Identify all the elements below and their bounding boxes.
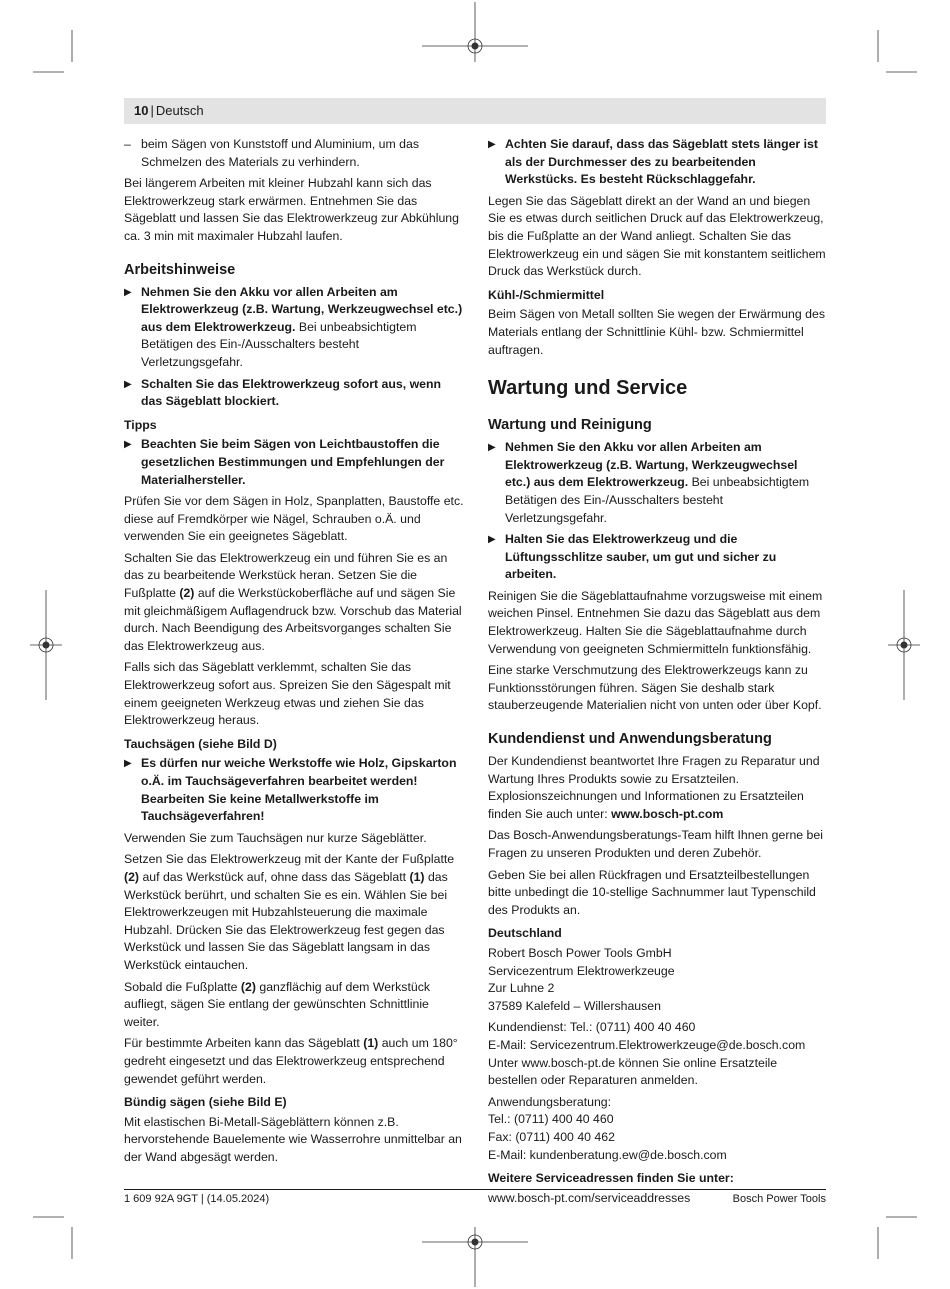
heading-deutschland: Deutschland xyxy=(488,926,562,941)
heading-arbeitshinweise: Arbeitshinweise xyxy=(124,261,236,278)
address-block xyxy=(488,945,826,1164)
triangle-bullet-icon: ▶ xyxy=(124,378,132,390)
ref-1: (1) xyxy=(363,1036,379,1051)
paragraph-falls: Falls sich das Sägeblatt verklemmt, schalten Sie das Elektrowerkzeug sofort aus. Spreizen Sie den Sägespalt mit einem geeigneten Werkzeug etwas und ziehen Sie das Elektrowerkzeug heraus. xyxy=(124,660,451,728)
paragraph-kuehl: Beim Sägen von Metall sollten Sie wegen der Erwärmung des Materials entlang der Schnittlinie Kühl- bzw. Schmiermittel auftragen. xyxy=(488,307,825,357)
anwendungsberatung-tel: Tel.: (0711) 400 40 460 xyxy=(488,1112,614,1127)
heading-wartung-service: Wartung und Service xyxy=(488,377,688,400)
text: ganzflächig auf dem Werkstück aufliegt, sägen Sie entlang der gewünschten Schnittlinie weiter. xyxy=(124,979,430,1029)
text: auch um 180° gedreht eingesetzt und das Elektrowerkzeug entsprechend gewendet geführt werden. xyxy=(124,1036,458,1086)
dash-marker: – xyxy=(124,137,131,151)
triangle-bullet-icon: ▶ xyxy=(488,139,496,150)
address-line: Robert Bosch Power Tools GmbH xyxy=(488,945,672,960)
heading-kundendienst: Kundendienst und Anwendungsberatung xyxy=(488,731,772,748)
paragraph-pruefen: Prüfen Sie vor dem Sägen in Holz, Spanplatten, Baustoffe etc. diese auf Fremdkörper wie Nägel, Schrauben o.Ä. und verwenden Sie ein geeignetes Sägeblatt. xyxy=(124,494,464,544)
paragraph-kundendienst xyxy=(488,753,826,823)
heading-weitere: Weitere Serviceadressen finden Sie unter: xyxy=(488,1171,734,1186)
address-line: Servicezentrum Elektrowerkzeuge xyxy=(488,963,675,978)
address-line: Zur Luhne 2 xyxy=(488,981,555,996)
paragraph-geben: Geben Sie bei allen Rückfragen und Ersatzteilbestellungen bitte unbedingt die 10-stellige Sachnummer laut Typenschild des Produkts an. xyxy=(488,867,816,917)
warning-tauch-text: Es dürfen nur weiche Werkstoffe wie Holz, Gipskarton o.Ä. im Tauchsägeverfahren bearbeitet werden! Bearbeiten Sie keine Metallwerkstoffe im Tauchsägeverfahren! xyxy=(141,756,457,824)
dash-item-text: beim Sägen von Kunststoff und Aluminium, um das Schmelzen des Materials zu verhindern. xyxy=(141,137,419,169)
warning-akku-wartung-rest: Bei unbeabsichtigtem Betätigen des Ein-/Ausschalters besteht Verletzungsgefahr. xyxy=(505,475,810,525)
dash-item xyxy=(124,136,464,171)
right-column xyxy=(488,136,826,1211)
ref-1: (1) xyxy=(409,869,425,884)
ref-2: (2) xyxy=(240,979,256,994)
triangle-bullet-icon: ▶ xyxy=(124,439,132,451)
warning-blockiert xyxy=(124,376,464,411)
paragraph-setzen xyxy=(124,851,464,974)
paragraph-schalten xyxy=(124,550,464,656)
anwendungsberatung-fax: Fax: (0711) 400 40 462 xyxy=(488,1129,615,1144)
text: auf die Werkstückoberfläche auf und sägen Sie mit gleichmäßigem Auflagendruck bzw. Vorschub das Material durch. Nach Beendigung des Arbeitsvorganges schalten Sie das Elektrowerkzeug aus. xyxy=(124,586,462,653)
paragraph-verschmutzung: Eine starke Verschmutzung des Elektrowerkzeugs kann zu Funktionsstörungen führen. Sägen Sie deshalb stark stauberzeugende Materialien nicht von unten oder über Kopf. xyxy=(488,663,822,713)
text: Schalten Sie das Elektrowerkzeug ein und führen Sie es an das zu bearbeitende Werkstück heran. Setzen Sie die Fußplatte xyxy=(124,550,448,601)
heading-wartung-reinigung: Wartung und Reinigung xyxy=(488,417,652,434)
paragraph-hubzahl: Bei längerem Arbeiten mit kleiner Hubzahl kann sich das Elektrowerkzeug stark erwärmen. Entnehmen Sie das Sägeblatt und lassen Sie das Elektrowerkzeug zur Abkühlung ca. 3 min mit maximaler Hubzahl laufen. xyxy=(124,176,459,243)
heading-buendig: Bündig sägen (siehe Bild E) xyxy=(124,1095,287,1110)
warning-akku-wartung xyxy=(488,439,826,527)
bosch-url-link[interactable]: www.bosch-pt.com xyxy=(611,806,724,821)
footer-doc-id: 1 609 92A 9GT | (14.05.2024) xyxy=(124,1193,270,1205)
text: das Werkstück berührt, und schalten Sie es ein. Wählen Sie bei Elektrowerkzeugen mit Hubzahlsteuerung die maximale Hubzahl. Drücken Sie das Elektrowerkzeug fest gegen das Werkstück und lassen Sie das Sägeblatt langsam in das Werkstück eintauchen. xyxy=(124,869,448,972)
anwendungsberatung-label: Anwendungsberatung: xyxy=(488,1094,612,1109)
warning-leichtbau-text: Beachten Sie beim Sägen von Leichtbaustoffen die gesetzlichen Bestimmungen und Empfehlungen der Materialhersteller. xyxy=(141,437,445,487)
heading-kuehl: Kühl-/Schmiermittel xyxy=(488,287,605,302)
paragraph-elastisch: Mit elastischen Bi-Metall-Sägeblättern können z.B. hervorstehende Bauelemente wie Wasserrohre unmittelbar an der Wand abgesägt werden. xyxy=(124,1114,462,1164)
text: auf das Werkstück auf, ohne dass das Sägeblatt xyxy=(139,869,410,884)
anwendungsberatung-email[interactable]: E-Mail: kundenberatung.ew@de.bosch.com xyxy=(488,1147,727,1162)
paragraph-bestimmte xyxy=(124,1035,464,1088)
warning-laenger xyxy=(488,136,826,189)
warning-blockiert-text: Schalten Sie das Elektrowerkzeug sofort aus, wenn das Sägeblatt blockiert. xyxy=(141,376,441,409)
warning-sauber-text: Halten Sie das Elektrowerkzeug und die Lüftungsschlitze sauber, um gut und sicher zu arbeiten. xyxy=(505,532,777,582)
footer-divider xyxy=(124,1189,826,1190)
ref-2: (2) xyxy=(124,869,140,884)
warning-akku-bold: Nehmen Sie den Akku vor allen Arbeiten am Elektrowerkzeug (z.B. Wartung, Werkzeugwechsel etc.) aus dem Elektrowerkzeug. xyxy=(141,284,463,334)
page-number: 10 xyxy=(134,103,149,118)
paragraph-kurze: Verwenden Sie zum Tauchsägen nur kurze Sägeblätter. xyxy=(124,830,427,845)
triangle-bullet-icon: ▶ xyxy=(124,286,132,298)
left-column xyxy=(124,136,464,1170)
kundendienst-email[interactable]: E-Mail: Servicezentrum.Elektrowerkzeuge@de.bosch.com xyxy=(488,1037,806,1052)
paragraph-team: Das Bosch-Anwendungsberatungs-Team hilft Ihnen gerne bei Fragen zu unseren Produkten und deren Zubehör. xyxy=(488,828,823,860)
address-line: 37589 Kalefeld – Willershausen xyxy=(488,998,661,1013)
warning-akku-rest: Bei unbeabsichtigtem Betätigen des Ein-/Ausschalters besteht Verletzungsgefahr. xyxy=(141,319,417,369)
heading-tipps: Tipps xyxy=(124,417,157,432)
triangle-bullet-icon: ▶ xyxy=(124,758,132,770)
warning-akku xyxy=(124,284,464,372)
ref-2: (2) xyxy=(179,586,195,601)
triangle-bullet-icon: ▶ xyxy=(488,442,496,454)
text: Setzen Sie das Elektrowerkzeug mit der Kante der Fußplatte xyxy=(124,852,455,867)
kundendienst-tel: Kundendienst: Tel.: (0711) 400 40 460 xyxy=(488,1020,696,1035)
text: Der Kundendienst beantwortet Ihre Fragen zu Reparatur und Wartung Ihres Produkts sowie zu Ersatzteilen. Explosionszeichnungen und Informationen zu Ersatzteilen finden Sie auch unter: xyxy=(488,754,820,821)
warning-leichtbau xyxy=(124,436,464,489)
paragraph-reinigen: Reinigen Sie die Sägeblattaufnahme vorzugsweise mit einem weichen Pinsel. Entnehmen Sie dazu das Sägeblatt aus dem Elektrowerkzeug. Halten Sie die Sägeblattaufnahme durch Verwendung von geeigneten Schmiermitteln funktionsfähig. xyxy=(488,588,823,656)
warning-sauber xyxy=(488,531,826,584)
paragraph-legen: Legen Sie das Sägeblatt direkt an der Wand an und biegen Sie es etwas durch seitlichen Druck auf das Elektrowerkzeug, bis die Fußplatte an der Wand anliegt. Schalten Sie das Elektrowerkzeug ein und sägen Sie mit konstantem seitlichem Druck das Werkstück durch. xyxy=(488,193,826,279)
footer-brand: Bosch Power Tools xyxy=(732,1193,826,1205)
warning-akku-wartung-bold: Nehmen Sie den Akku vor allen Arbeiten am Elektrowerkzeug (z.B. Wartung, Werkzeugwechsel etc.) aus dem Elektrowerkzeug. xyxy=(505,440,798,490)
heading-tauchsaegen: Tauchsägen (siehe Bild D) xyxy=(124,736,277,751)
page-header xyxy=(124,98,826,124)
header-language: Deutsch xyxy=(155,103,204,118)
service-addresses-link[interactable]: www.bosch-pt.com/serviceaddresses xyxy=(488,1190,691,1205)
triangle-bullet-icon: ▶ xyxy=(488,534,496,546)
header-separator: | xyxy=(150,103,154,118)
text: Sobald die Fußplatte xyxy=(124,979,241,994)
paragraph-online: Unter www.bosch-pt.de können Sie online Ersatzteile bestellen oder Reparaturen anmelden. xyxy=(488,1055,778,1088)
text: Für bestimmte Arbeiten kann das Sägeblatt xyxy=(124,1036,364,1051)
warning-tauch xyxy=(124,755,464,825)
warning-laenger-text: Achten Sie darauf, dass das Sägeblatt stets länger ist als der Durchmesser des zu bearbeitenden Werkstücks. Es besteht Rückschlaggefahr. xyxy=(505,137,818,187)
paragraph-sobald xyxy=(124,979,464,1032)
